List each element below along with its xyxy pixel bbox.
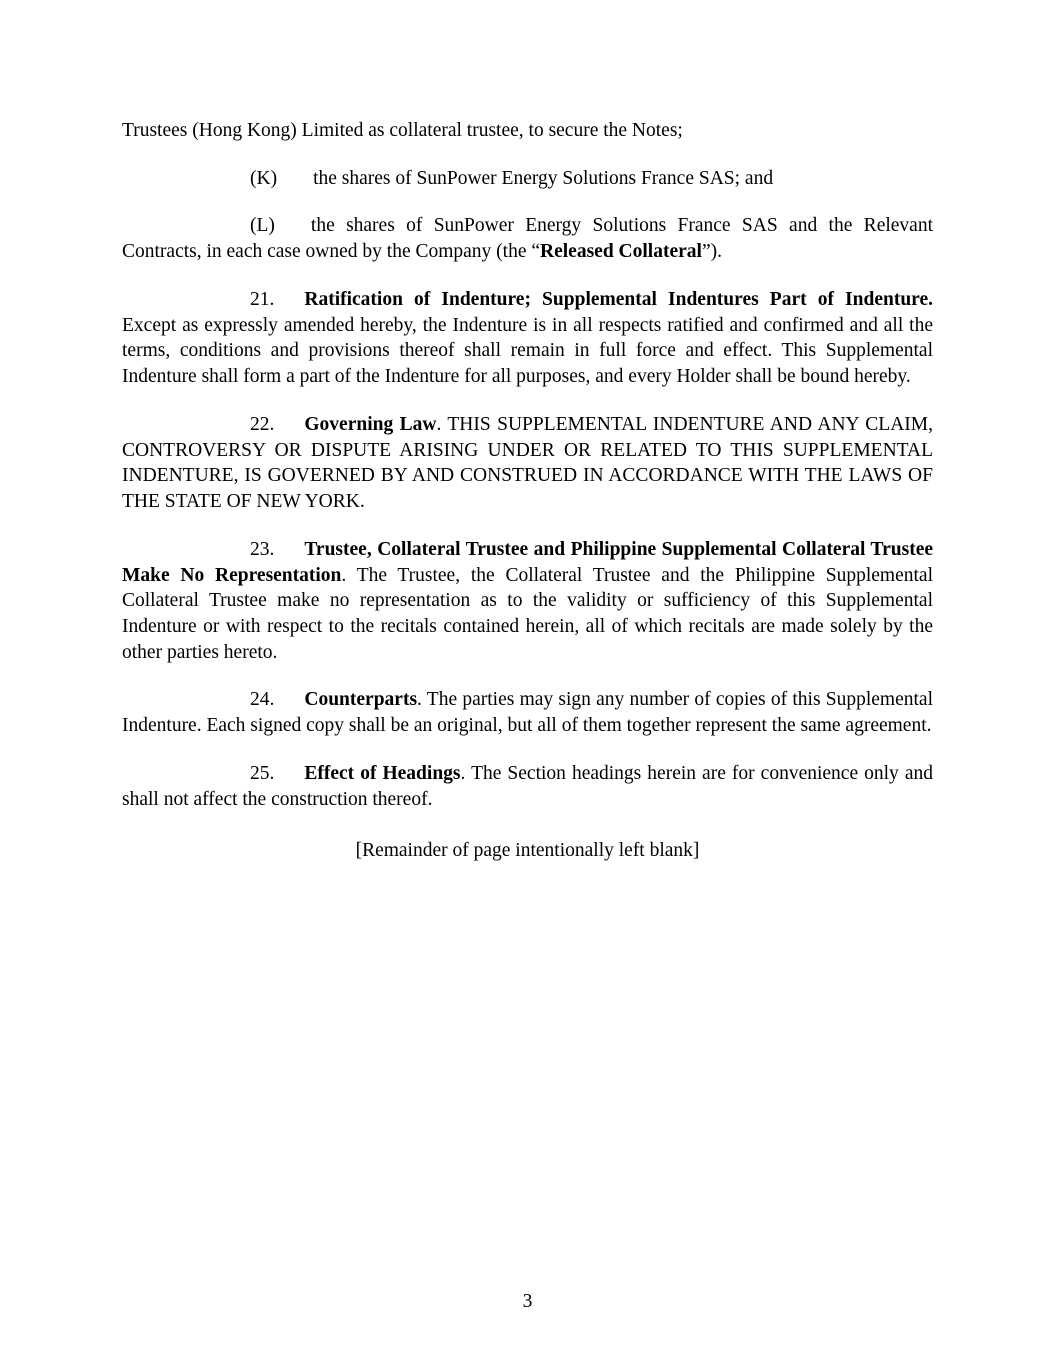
paragraph-item-k: [122, 166, 933, 192]
paragraph-carryover: [122, 118, 933, 144]
section-23-heading: Trustee, Collateral Trustee and Philippine Supplemental Collateral Trustee Make No Representation: [122, 538, 933, 586]
spacer: [122, 390, 933, 412]
section-23-number: 23.: [250, 538, 275, 560]
document-body: [122, 118, 933, 864]
spacer: [122, 515, 933, 537]
section-21-number: 21.: [250, 288, 275, 310]
section-21-heading: Ratification of Indenture; Supplemental Indentures Part of Indenture.: [304, 288, 933, 310]
spacer: [122, 265, 933, 287]
paragraph-section-25: [122, 761, 933, 812]
spacer: [122, 144, 933, 166]
item-l-text-after: ”).: [701, 241, 722, 263]
section-24-number: 24.: [250, 689, 275, 711]
item-k-text: the shares of SunPower Energy Solutions France SAS; and: [313, 167, 774, 189]
paragraph-section-21: [122, 287, 933, 390]
paragraph-section-22: [122, 412, 933, 515]
item-l-text-before: the shares of SunPower Energy Solutions France SAS and the Relevant Contracts, in each case owned by the Company (the “: [122, 215, 933, 263]
section-21-text: Except as expressly amended hereby, the Indenture is in all respects ratified and confirmed and all the terms, conditions and provisions thereof shall remain in full force and effect. This Supplemental Indenture shall form a part of the Indenture for all purposes, and every Holder shall be bound hereby.: [122, 314, 933, 388]
item-l-label: (L): [250, 215, 275, 237]
section-24-heading: Counterparts: [304, 689, 418, 711]
section-22-heading: Governing Law: [304, 413, 437, 435]
section-24-text: . The parties may sign any number of copies of this Supplemental Indenture. Each signed copy shall be an original, but all of them together represent the same agreement.: [122, 689, 933, 737]
section-25-number: 25.: [250, 762, 275, 784]
paragraph-item-l: [122, 213, 933, 264]
remainder-of-page-note: [Remainder of page intentionally left blank]: [355, 840, 700, 862]
page-number: 3: [522, 1291, 533, 1312]
paragraph-section-24: [122, 687, 933, 738]
section-25-heading: Effect of Headings: [304, 762, 461, 784]
carryover-text: Trustees (Hong Kong) Limited as collateral trustee, to secure the Notes;: [122, 120, 683, 141]
spacer: [122, 191, 933, 213]
section-22-text: . THIS SUPPLEMENTAL INDENTURE AND ANY CLAIM, CONTROVERSY OR DISPUTE ARISING UNDER OR RELATED TO THIS SUPPLEMENTAL INDENTURE, IS GOVERNED BY AND CONSTRUED IN ACCORDANCE WITH THE LAWS OF THE STATE OF NEW YORK.: [122, 413, 933, 513]
spacer: [122, 665, 933, 687]
section-25-text: . The Section headings herein are for convenience only and shall not affect the construction thereof.: [122, 762, 933, 810]
section-23-text: . The Trustee, the Collateral Trustee and the Philippine Supplemental Collateral Trustee make no representation as to the validity or sufficiency of this Supplemental Indenture or with respect to the recitals contained herein, all of which recitals are made solely by the other parties hereto.: [122, 564, 933, 663]
spacer: [122, 739, 933, 761]
paragraph-section-23: [122, 537, 933, 666]
section-22-number: 22.: [250, 413, 275, 435]
defined-term-released-collateral: Released Collateral: [540, 241, 702, 263]
item-k-label: (K): [250, 167, 278, 189]
